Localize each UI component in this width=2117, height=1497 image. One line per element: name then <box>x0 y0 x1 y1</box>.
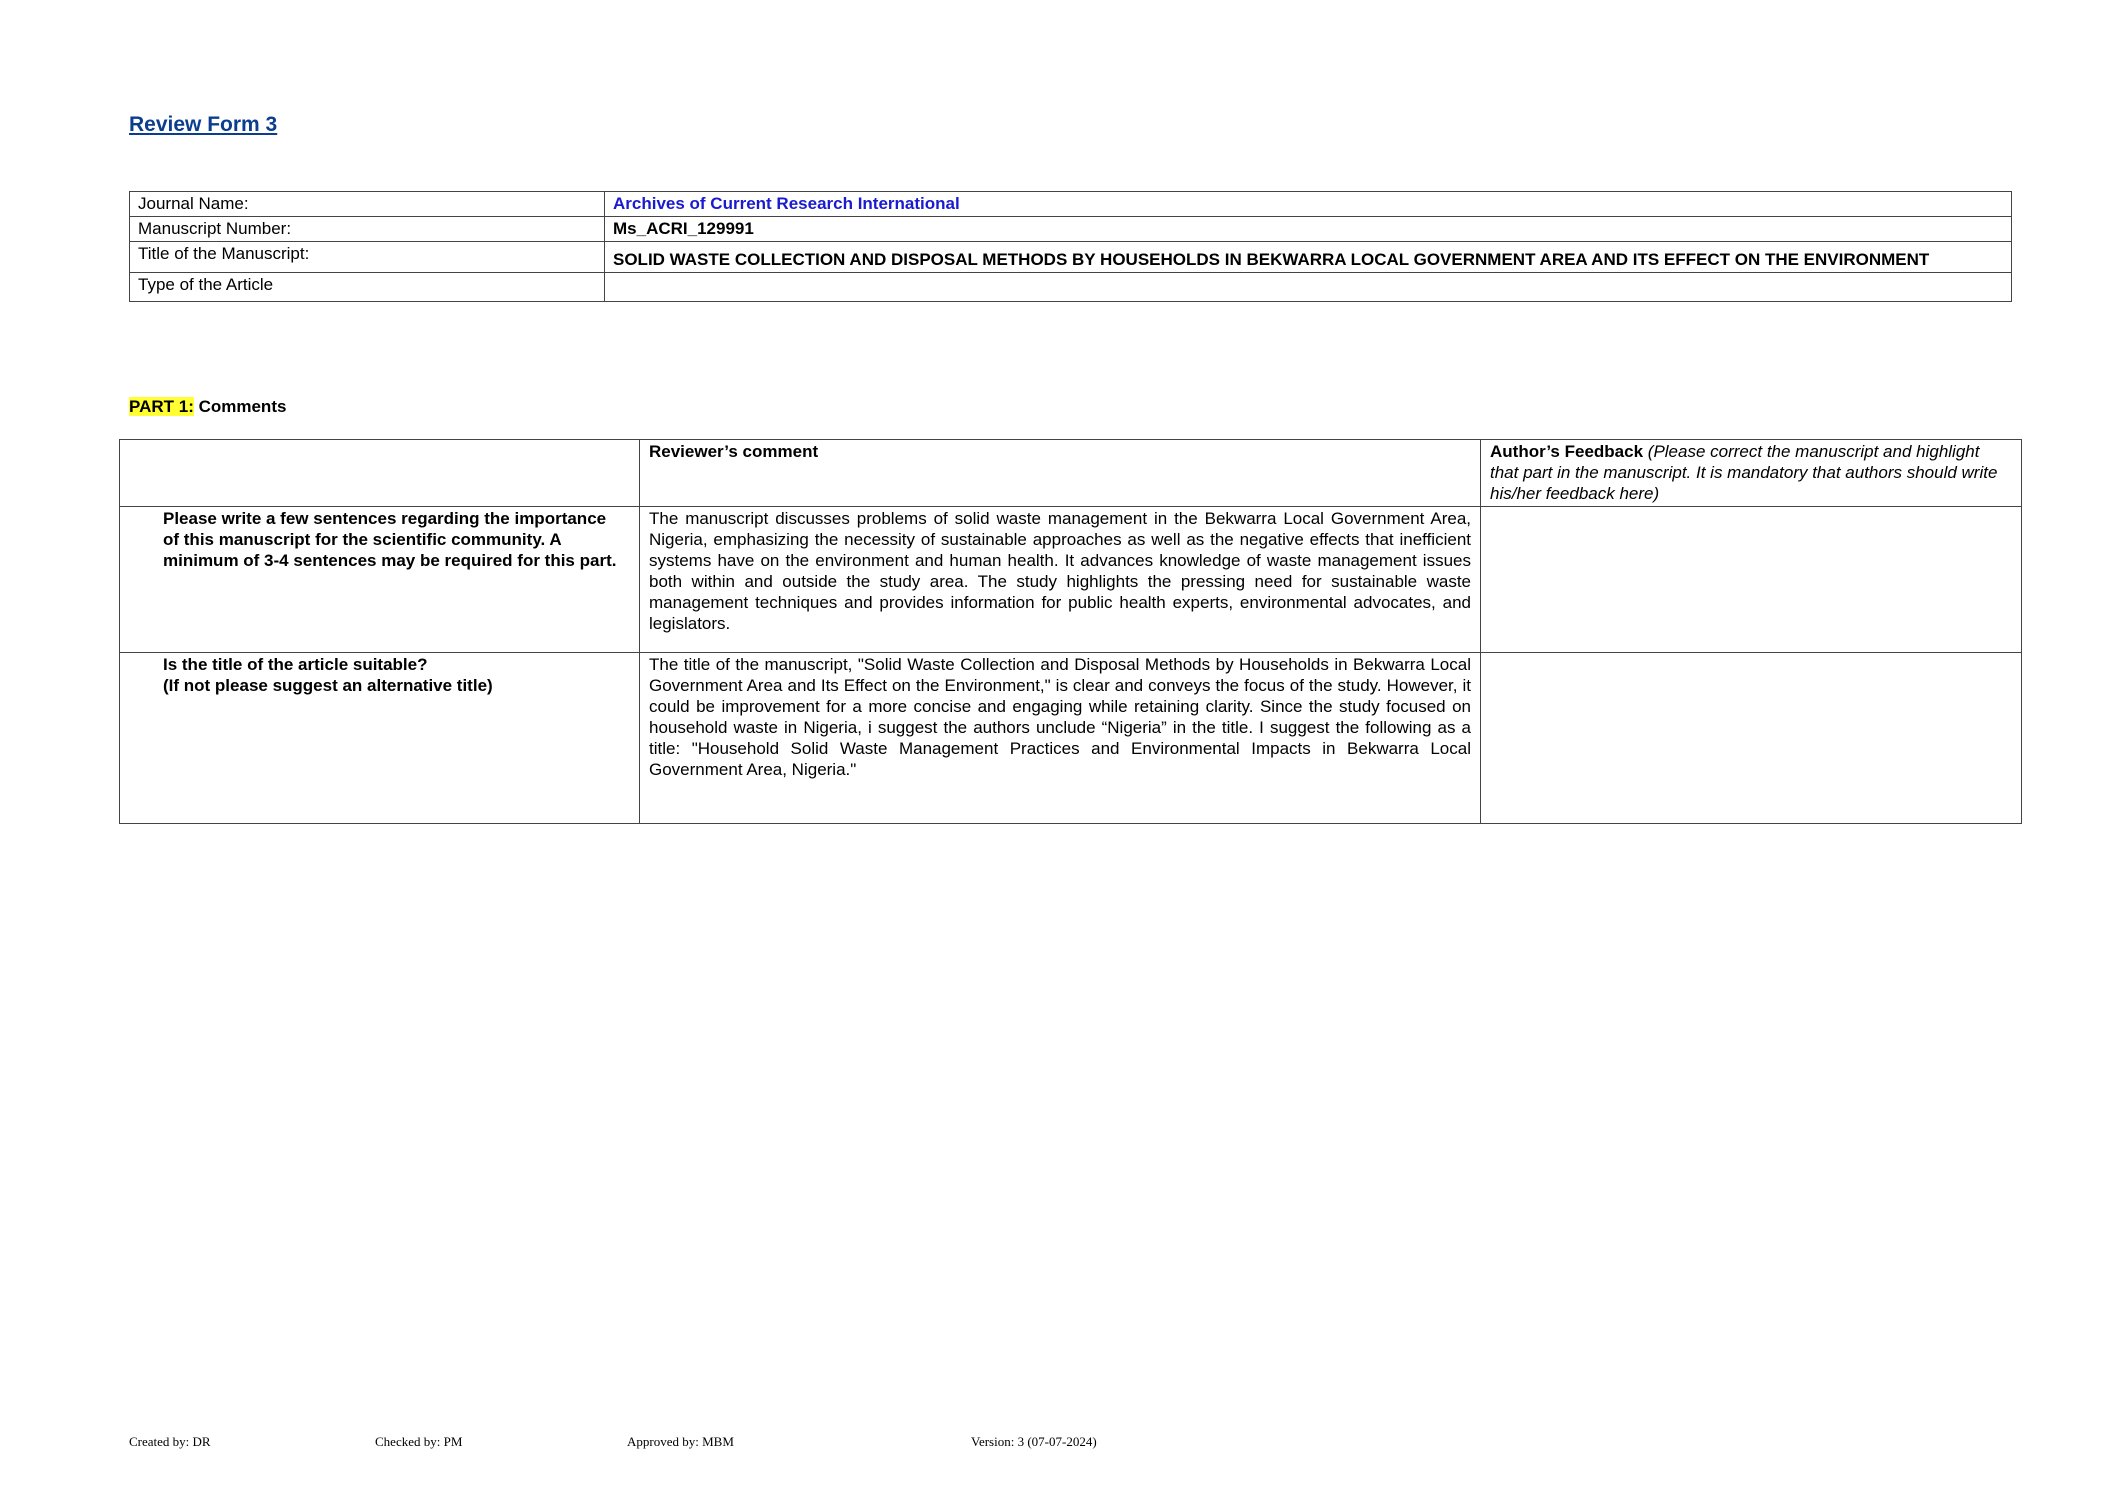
journal-name-label: Journal Name: <box>130 192 605 217</box>
form-title-link[interactable]: Review Form 3 <box>129 113 278 136</box>
comment-row-importance <box>120 507 2022 653</box>
manuscript-info-table <box>129 191 2012 302</box>
author-feedback-header <box>1481 440 2022 507</box>
part1-highlight: PART 1: <box>129 397 194 416</box>
footer-created-by: Created by: DR <box>129 1434 211 1449</box>
author-feedback-header-title: Author’s Feedback <box>1490 442 1644 461</box>
journal-row <box>130 192 2012 217</box>
reviewer-comment-title: The title of the manuscript, "Solid Waste Collection and Disposal Methods by Households in Bekwarra Local Government Area and Its Effect on the Environment," is clear and conveys the focus of the study. However, it could be improvement for a more concise and engaging while retaining clarity. Since the study focused on household waste in Nigeria, i suggest the authors unclude “Nigeria” in the title. I suggest the following as a title: "Household Solid Waste Management Practices and Environmental Impacts in Bekwarra Local Government Area, Nigeria." <box>640 653 1481 824</box>
footer-checked-by: Checked by: PM <box>375 1434 463 1449</box>
reviewer-comment-importance: The manuscript discusses problems of solid waste management in the Bekwarra Local Government Area, Nigeria, emphasizing the necessity of sustainable approaches as well as the negative effects that inefficient systems have on the environment and human health. It advances knowledge of waste management issues both within and outside the study area. The study highlights the pressing need for sustainable waste management techniques and provides information for public health experts, environmental advocates, and legislators. <box>640 507 1481 653</box>
footer-approved-by: Approved by: MBM <box>627 1434 734 1449</box>
question-importance: Please write a few sentences regarding the importance of this manuscript for the scientific community. A minimum of 3-4 sentences may be required for this part. <box>120 507 640 653</box>
reviewer-comment-header: Reviewer’s comment <box>640 440 1481 507</box>
part1-label: Comments <box>193 397 287 416</box>
author-feedback-title[interactable] <box>1481 653 2022 824</box>
manuscript-number-row <box>130 217 2012 242</box>
part1-heading <box>129 397 286 417</box>
article-type-label: Type of the Article <box>130 273 605 302</box>
comment-row-title <box>120 653 2022 824</box>
article-type-row <box>130 273 2012 302</box>
question-title-suitable <box>120 653 640 824</box>
journal-name-value: Archives of Current Research International <box>605 192 2012 217</box>
question-title-line1: Is the title of the article suitable? <box>163 655 428 674</box>
comments-table <box>119 439 2022 824</box>
author-feedback-header-instructions: (Please correct the manuscript and highlight that part in the manuscript. It is mandatory that authors should write his/her feedback here) <box>1490 442 1998 503</box>
manuscript-number-value: Ms_ACRI_129991 <box>605 217 2012 242</box>
author-feedback-importance[interactable] <box>1481 507 2022 653</box>
article-type-value[interactable] <box>605 273 2012 302</box>
comments-header-row <box>120 440 2022 507</box>
manuscript-title-row <box>130 242 2012 273</box>
manuscript-title-label: Title of the Manuscript: <box>130 242 605 273</box>
manuscript-number-label: Manuscript Number: <box>130 217 605 242</box>
question-title-line2: (If not please suggest an alternative title) <box>163 676 493 695</box>
footer-version: Version: 3 (07-07-2024) <box>971 1434 1097 1449</box>
manuscript-title-value: SOLID WASTE COLLECTION AND DISPOSAL METHODS BY HOUSEHOLDS IN BEKWARRA LOCAL GOVERNMENT AREA AND ITS EFFECT ON THE ENVIRONMENT <box>605 242 2012 273</box>
question-header-cell <box>120 440 640 507</box>
